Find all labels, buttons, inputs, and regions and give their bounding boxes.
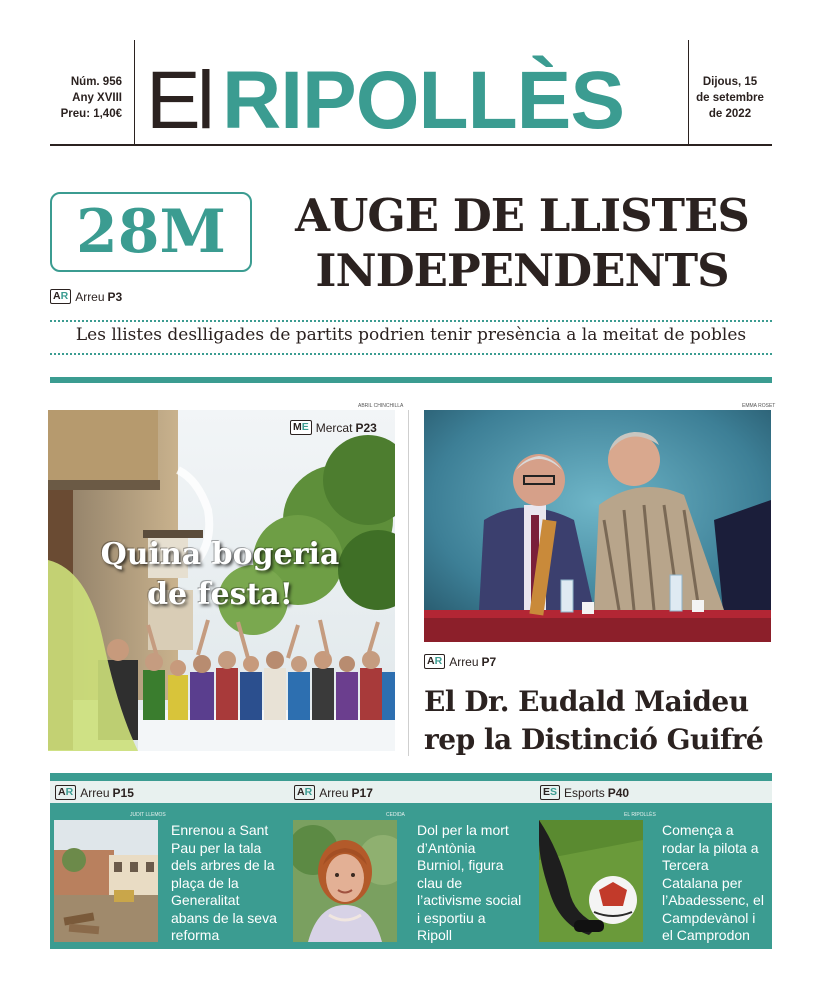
section-reference[interactable] <box>290 420 377 435</box>
section-badge: AR <box>50 289 71 304</box>
photo-credit: CEDIDA <box>386 812 405 818</box>
logo-el: El <box>146 55 211 146</box>
text-line: rodar la pilota a <box>662 839 759 856</box>
headline-line: El Dr. Eudald Maideu <box>424 685 749 718</box>
section-name: Arreu <box>80 785 110 800</box>
section-reference[interactable] <box>55 785 134 800</box>
text-line: Tercera <box>662 857 709 873</box>
text-line: d’Antònia <box>417 839 476 856</box>
page-number: P15 <box>112 785 134 800</box>
text-line: Generalitat <box>171 892 240 908</box>
text-line: i esportiu a <box>417 909 486 926</box>
text-line: plaça de la <box>171 874 239 891</box>
headline-line: Quina bogeria <box>100 537 340 572</box>
text-line: dels arbres de la <box>171 857 275 873</box>
text-line: Pau per la tala <box>171 839 262 856</box>
text-line: Campdevànol i <box>662 909 756 926</box>
maideu-headline[interactable] <box>424 683 784 759</box>
festa-headline[interactable] <box>60 535 380 615</box>
date-line: Dijous, 15 <box>702 76 758 88</box>
section-badge: ME <box>290 420 312 435</box>
dotted-divider <box>50 320 772 322</box>
section-name: Esports <box>564 785 605 800</box>
page-number: P17 <box>351 785 373 800</box>
issue-number: Núm. 956 <box>70 76 122 88</box>
logo-name: RIPOLLÈS <box>222 55 625 146</box>
sant-pau-photo[interactable] <box>54 820 158 942</box>
text-line: Dol per la mort <box>417 822 509 838</box>
bottom-news-strip <box>50 773 772 949</box>
text-line: l’activisme social <box>417 892 522 908</box>
football-photo-image <box>539 820 643 942</box>
section-name: Arreu <box>75 289 105 304</box>
antonia-burniol-photo[interactable] <box>293 820 397 942</box>
headline-line: INDEPENDENTS <box>315 244 729 297</box>
section-badge: AR <box>55 785 76 800</box>
text-line: Burniol, figura <box>417 857 504 873</box>
headline-line: de festa! <box>147 577 293 612</box>
newspaper-logo[interactable] <box>146 50 676 146</box>
text-line: el Camprodon <box>662 927 750 943</box>
page-number: P23 <box>355 420 377 435</box>
photo-credit: JUDIT LLEMOS <box>130 812 166 818</box>
election-tag: 28M <box>50 192 252 272</box>
section-reference[interactable] <box>424 654 496 669</box>
text-line: reforma <box>171 927 220 943</box>
text-line: l’Abadessenc, el <box>662 892 764 908</box>
date-line: de 2022 <box>708 108 752 120</box>
bottom-strip-header <box>50 781 772 803</box>
text-line: Catalana per <box>662 874 743 891</box>
lead-subheadline: Les llistes deslligades de partits podrien tenir presència a la meitat de pobles <box>75 325 747 345</box>
date-line: de setembre <box>696 92 764 104</box>
antonia-burniol-headline[interactable] <box>417 822 539 945</box>
section-badge: AR <box>294 785 315 800</box>
text-line: Enrenou a Sant <box>171 822 269 838</box>
section-name: Arreu <box>449 654 479 669</box>
issue-date <box>688 74 772 122</box>
section-name: Arreu <box>319 785 349 800</box>
headline-line: AUGE DE LLISTES <box>295 189 749 242</box>
column-divider <box>408 410 409 756</box>
text-line: abans de la seva <box>171 909 277 926</box>
football-headline[interactable] <box>662 822 774 945</box>
section-reference[interactable] <box>540 785 629 800</box>
section-divider-bar <box>50 377 772 383</box>
page-number: P3 <box>107 289 123 304</box>
maideu-photo-image <box>424 410 771 642</box>
headline-line: rep la Distinció Guifré <box>424 723 764 756</box>
photo-credit: ABRIL CHINCHILLA <box>358 403 404 409</box>
page-number: P40 <box>607 785 630 800</box>
masthead-divider-left <box>134 40 135 144</box>
text-line: clau de <box>417 874 463 891</box>
issue-year: Any XVIII <box>72 92 122 104</box>
lead-headline[interactable] <box>272 188 772 298</box>
section-name: Mercat <box>315 420 353 435</box>
antonia-burniol-photo-image <box>293 820 397 942</box>
issue-price: Preu: 1,40€ <box>60 108 122 120</box>
section-badge: ES <box>540 785 560 800</box>
maideu-photo[interactable] <box>424 410 771 642</box>
photo-credit: EL RIPOLLÈS <box>624 812 656 818</box>
masthead <box>50 40 772 146</box>
dotted-divider <box>50 353 772 355</box>
section-reference[interactable] <box>50 289 122 304</box>
sant-pau-photo-image <box>54 820 158 942</box>
text-line: Comença a <box>662 822 734 838</box>
section-reference[interactable] <box>294 785 373 800</box>
issue-info <box>50 74 122 122</box>
sant-pau-headline[interactable] <box>171 822 291 945</box>
photo-credit: EMMA ROSET <box>742 403 776 409</box>
section-badge: AR <box>424 654 445 669</box>
text-line: Ripoll <box>417 927 453 943</box>
page-number: P7 <box>481 654 497 669</box>
football-photo[interactable] <box>539 820 643 942</box>
